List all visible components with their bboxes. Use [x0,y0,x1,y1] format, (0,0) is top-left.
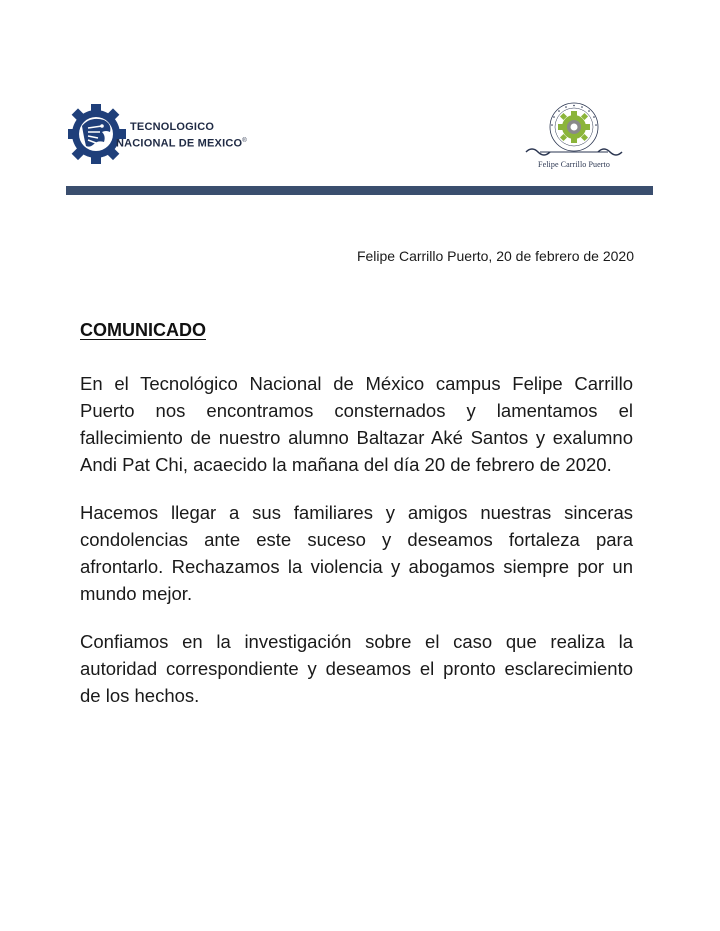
tecnm-logo [68,96,268,176]
registered-mark: ® [242,138,247,144]
paragraph-2: Hacemos llegar a sus familiares y amigos nuestras sinceras condolencias ante este suceso y deseamos fortaleza para afrontarlo. Rechazamos la violencia y abogamos siempre por un mundo mejor. [80,502,633,604]
date-line: Felipe Carrillo Puerto, 20 de febrero de 2020 [356,248,634,264]
campus-caption: Felipe Carrillo Puerto [538,160,610,169]
campus-gear-emblem-icon [524,100,624,160]
document-title: COMUNICADO [80,320,206,340]
header-divider [66,186,653,195]
tecnm-line2: NACIONAL DE MEXICO [116,137,243,150]
campus-logo [524,100,624,176]
paragraph-1: En el Tecnológico Nacional de México campus Felipe Carrillo Puerto nos encontramos consternados y lamentamos el fallecimiento de nuestro alumno Baltazar Aké Santos y exalumno Andi Pat Chi, acaecido la mañana del día 20 de febrero de 2020. [80,373,633,475]
tecnm-line1: TECNOLOGICO [130,121,215,133]
tecnm-wordmark [116,120,247,151]
letterhead [0,0,720,200]
paragraph-3: Confiamos en la investigación sobre el caso que realiza la autoridad correspondiente y deseamos el pronto esclarecimiento de los hechos. [80,631,633,706]
